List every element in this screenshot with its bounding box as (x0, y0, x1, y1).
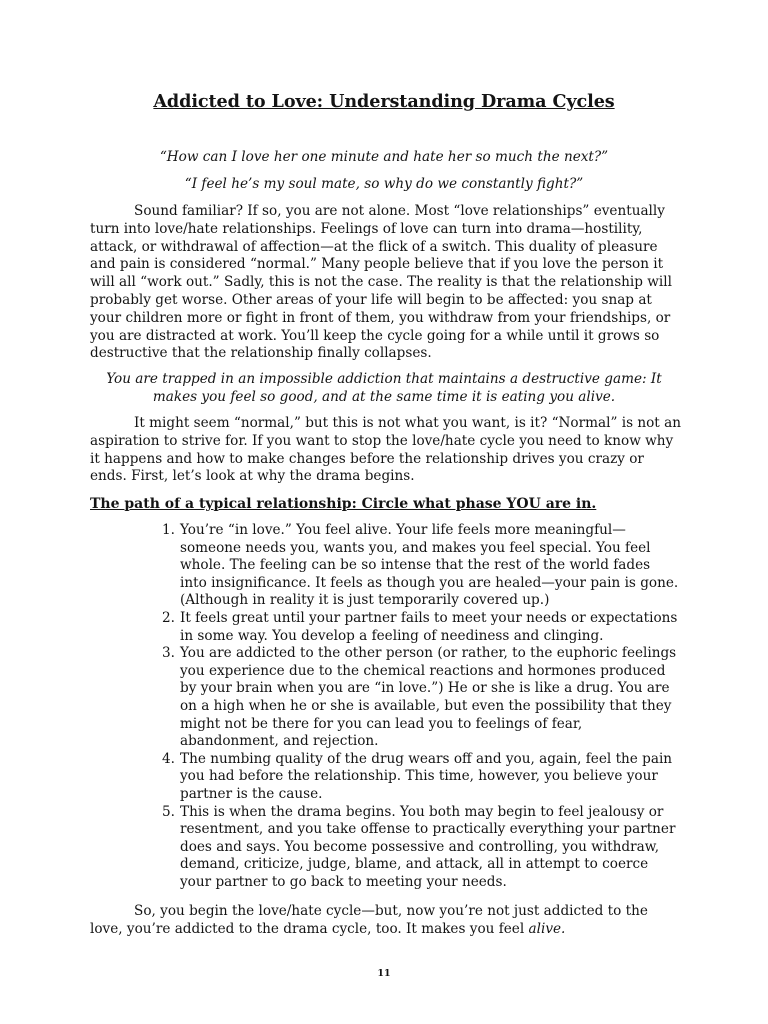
list-item-text: This is when the drama begins. You both may begin to feel jealousy or resentment, and you take offense to practically everything your partner does and says. You become possessive and controlling, you withdraw, demand, criticize, judge, blame, and attack, all in attempt to coerce your partner to go back to meeting your needs. (180, 803, 676, 890)
opening-quote-1: “How can I love her one minute and hate her so much the next?” (159, 149, 609, 165)
section-heading: The path of a typical relationship: Circle what phase YOU are in. (90, 496, 597, 512)
list-item-text: You’re “in love.” You feel alive. Your life feels more meaningful—someone needs you, wants you, and makes you feel special. You feel whole. The feeling can be so intense that the rest of the world fades into insignificance. It feels as though you are healed—your pain is gone. (Although in reality it is just temporarily covered up.) (180, 522, 679, 609)
list-item-number: 2. (162, 609, 175, 626)
list-item-text: You are addicted to the other person (or rather, to the euphoric feelings you experience due to the chemical reactions and hormones produced by your brain when you are “in love.”) He or she is like a drug. You are on a high when he or she is available, but even the possibility that they might not be there for you can lead you to feelings of fear, abandonment, and rejection. (180, 645, 677, 750)
list-item (162, 645, 680, 751)
intro-paragraph: Sound familiar? If so, you are not alone. Most “love relationships” eventually turn into love/hate relationships. Feelings of love can turn into drama—hostility, attack, or withdrawal of affection—at the flick of a switch. This duality of pleasure and pain is considered “normal.” Many people believe that if you love the person it will all “work out.” Sadly, this is not the case. The reality is that the relationship will probably get worse. Other areas of your life will begin to be affected: you snap at your children more or fight in front of them, you withdraw from your friendships, or you are distracted at work. You’ll keep the cycle going for a while until it grows so destructive that the relationship finally collapses. (90, 203, 672, 362)
list-item (162, 803, 680, 892)
list-item (162, 609, 680, 645)
opening-quote-2: “I feel he’s my soul mate, so why do we constantly fight?” (184, 176, 584, 192)
list-item-number: 3. (162, 645, 175, 662)
second-paragraph: It might seem “normal,” but this is not what you want, is it? “Normal” is not an aspiration to strive for. If you want to stop the love/hate cycle you need to know why it happens and how to make changes before the relationship drives you crazy or ends. First, let’s look at why the drama begins. (90, 415, 681, 485)
list-item (162, 522, 680, 610)
list-item-text: The numbing quality of the drug wears off and you, again, feel the pain you had before the relationship. This time, however, you believe your partner is the cause. (180, 750, 673, 802)
list-item-number: 1. (162, 522, 175, 538)
emphasis-statement: You are trapped in an impossible addiction that maintains a destructive game: It makes you feel so good, and at the same time it is eating you alive. (106, 371, 662, 405)
closing-paragraph-text: So, you begin the love/hate cycle—but, now you’re not just addicted to the love, you’re addicted to the drama cycle, too. It makes you feel (90, 903, 648, 937)
list-item-text: It feels great until your partner fails to meet your needs or expectations in some way. You develop a feeling of neediness and clinging. (180, 609, 678, 644)
closing-paragraph (90, 903, 684, 939)
list-item (162, 750, 680, 804)
phase-list (162, 522, 680, 891)
list-item-number: 4. (162, 750, 175, 767)
page-title: Addicted to Love: Understanding Drama Cycles (153, 91, 615, 112)
page-number: 11 (377, 968, 391, 979)
list-item-number: 5. (162, 803, 175, 820)
closing-emphasis: alive. (528, 920, 566, 937)
